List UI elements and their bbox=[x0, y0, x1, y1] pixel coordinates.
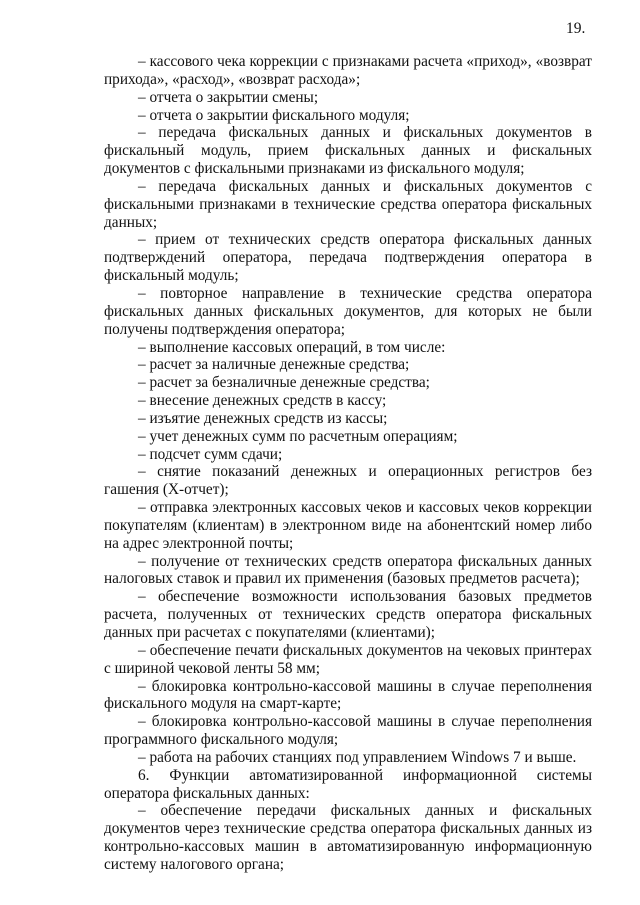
paragraph: – отчета о закрытии смены; bbox=[138, 88, 319, 106]
paragraph: – учет денежных сумм по расчетным операциям; bbox=[138, 427, 458, 445]
paragraph: – передача фискальных данных и фискальных документов с фискальными признаками в технические средства оператора фискальных данных; bbox=[104, 177, 592, 231]
paragraph: – изъятие денежных средств из кассы; bbox=[138, 409, 388, 427]
paragraph: – работа на рабочих станциях под управлением Windows 7 и выше. bbox=[138, 748, 577, 766]
page-number: 19. bbox=[566, 20, 586, 37]
paragraph: – подсчет сумм сдачи; bbox=[138, 445, 283, 463]
paragraph: – повторное направление в технические средства оператора фискальных данных фискальных документов, для которых не были получены подтверждения оператора; bbox=[104, 284, 592, 338]
paragraph: – получение от технических средств оператора фискальных данных налоговых ставок и правил их применения (базовых предметов расчета); bbox=[104, 552, 592, 588]
paragraph: – передача фискальных данных и фискальных документов в фискальный модуль, прием фискальных данных и фискальных документов с фискальными признаками из фискального модуля; bbox=[104, 124, 592, 178]
paragraph: – обеспечение передачи фискальных данных и фискальных документов через технические средства оператора фискальных данных из контрольно-кассовых машин в автоматизированную информационную систему налогового органа; bbox=[104, 802, 592, 873]
paragraph: – расчет за наличные денежные средства; bbox=[138, 356, 410, 374]
paragraph: – обеспечение печати фискальных документов на чековых принтерах с шириной чековой ленты 58 мм; bbox=[104, 641, 592, 677]
paragraph: – отчета о закрытии фискального модуля; bbox=[138, 106, 410, 124]
paragraph: – выполнение кассовых операций, в том числе: bbox=[138, 338, 446, 356]
paragraph: – обеспечение возможности использования базовых предметов расчета, полученных от технических средств оператора фискальных данных при расчетах с покупателями (клиентами); bbox=[104, 588, 592, 641]
paragraph: – внесение денежных средств в кассу; bbox=[138, 392, 387, 410]
paragraph: – отправка электронных кассовых чеков и кассовых чеков коррекции покупателям (клиентам) в электронном виде на абонентский номер либо на адрес электронной почты; bbox=[104, 499, 592, 552]
paragraph: – снятие показаний денежных и операционных регистров без гашения (X-отчет); bbox=[104, 463, 592, 499]
paragraph: – расчет за безналичные денежные средства; bbox=[138, 374, 430, 392]
paragraph: – блокировка контрольно-кассовой машины в случае переполнения фискального модуля на смарт-карте; bbox=[104, 677, 592, 713]
document-body bbox=[104, 53, 592, 874]
paragraph: – блокировка контрольно-кассовой машины в случае переполнения программного фискального модуля; bbox=[104, 713, 592, 749]
paragraph: – прием от технических средств оператора фискальных данных подтверждений оператора, передача подтверждения оператора в фискальный модуль; bbox=[104, 231, 592, 285]
paragraph: 6. Функции автоматизированной информационной системы оператора фискальных данных: bbox=[104, 766, 592, 802]
paragraph: – кассового чека коррекции с признаками расчета «приход», «возврат прихода», «расход», «возврат расхода»; bbox=[104, 53, 592, 88]
